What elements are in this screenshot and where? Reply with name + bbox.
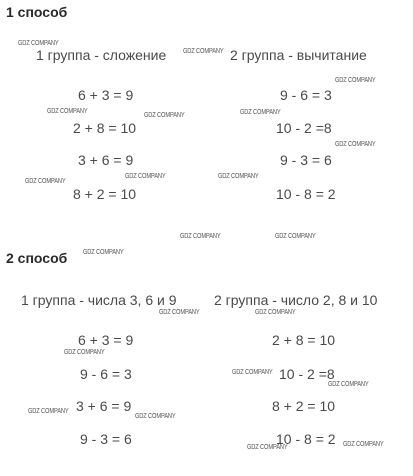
watermark: GDZ COMPANY (25, 178, 66, 185)
method2-group2-eq-3: 8 + 2 = 10 (272, 398, 336, 414)
watermark: GDZ COMPANY (247, 444, 288, 451)
method2-group1-title: 1 группа - числа 3, 6 и 9 (21, 292, 177, 308)
method2-group1-eq-2: 9 - 6 = 3 (80, 366, 132, 382)
watermark: GDZ COMPANY (64, 349, 105, 356)
watermark: GDZ COMPANY (125, 173, 166, 180)
method1-group1-eq-3: 3 + 6 = 9 (78, 152, 134, 168)
method2-group1-eq-3: 3 + 6 = 9 (76, 398, 132, 414)
watermark: GDZ COMPANY (275, 233, 316, 240)
method2-title: 2 способ (6, 250, 68, 266)
method1-group2-title: 2 группа - вычитание (230, 47, 367, 63)
watermark: GDZ COMPANY (135, 413, 176, 420)
method1-group2-eq-3: 9 - 3 = 6 (280, 152, 332, 168)
watermark: GDZ COMPANY (18, 40, 59, 47)
watermark: GDZ COMPANY (183, 48, 224, 55)
watermark: GDZ COMPANY (180, 233, 221, 240)
watermark: GDZ COMPANY (218, 173, 259, 180)
method1-group2-eq-1: 9 - 6 = 3 (280, 87, 332, 103)
watermark: GDZ COMPANY (28, 408, 69, 415)
watermark: GDZ COMPANY (240, 109, 281, 116)
watermark: GDZ COMPANY (335, 141, 376, 148)
method1-title: 1 способ (6, 4, 68, 20)
method2-group2-eq-1: 2 + 8 = 10 (272, 332, 336, 348)
method2-group1-eq-4: 9 - 3 = 6 (80, 431, 132, 447)
watermark: GDZ COMPANY (335, 77, 376, 84)
method2-group2-eq-4: 10 - 8 = 2 (276, 431, 336, 447)
watermark: GDZ COMPANY (343, 441, 384, 448)
watermark: GDZ COMPANY (47, 108, 88, 115)
watermark: GDZ COMPANY (83, 249, 124, 256)
watermark: GDZ COMPANY (159, 309, 200, 316)
method1-group1-eq-4: 8 + 2 = 10 (73, 186, 137, 202)
method2-group1-eq-1: 6 + 3 = 9 (78, 332, 134, 348)
method2-group2-title: 2 группа - число 2, 8 и 10 (214, 292, 378, 308)
watermark: GDZ COMPANY (232, 369, 273, 376)
watermark: GDZ COMPANY (144, 112, 185, 119)
method1-group1-eq-2: 2 + 8 = 10 (73, 120, 137, 136)
method1-group2-eq-4: 10 - 8 = 2 (276, 186, 336, 202)
method1-group2-eq-2: 10 - 2 =8 (276, 120, 332, 136)
watermark: GDZ COMPANY (328, 381, 369, 388)
watermark: GDZ COMPANY (255, 309, 296, 316)
method2-group2-eq-2: 10 - 2 =8 (279, 366, 335, 382)
method1-group1-title: 1 группа - сложение (36, 47, 167, 63)
method1-group1-eq-1: 6 + 3 = 9 (78, 87, 134, 103)
